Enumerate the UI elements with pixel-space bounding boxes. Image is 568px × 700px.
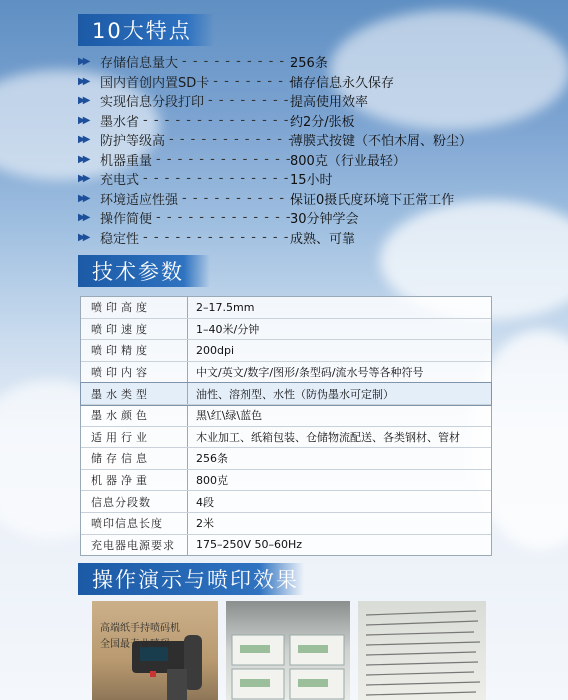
- demo-photo-boxes: [226, 601, 350, 700]
- feature-dashes: - - - - - - - - - - -: [182, 190, 296, 206]
- feature-row: [78, 208, 528, 228]
- spec-key: 喷印精度: [81, 340, 188, 361]
- feature-row: [78, 169, 528, 189]
- feature-row: [78, 72, 528, 92]
- double-arrow-icon: ▶▶: [78, 134, 88, 146]
- spec-row: [81, 340, 491, 362]
- feature-row: [78, 150, 528, 170]
- spec-key: 墨水类型: [81, 383, 188, 404]
- spec-value: 175–250V 50–60Hz: [196, 538, 303, 552]
- feature-label: 充电式: [100, 173, 140, 189]
- spec-row: [81, 448, 491, 470]
- spec-key: 储存信息: [81, 448, 188, 469]
- spec-value: 256条: [196, 452, 228, 466]
- double-arrow-icon: ▶▶: [78, 192, 88, 204]
- feature-value: 储存信息永久保存: [290, 75, 395, 91]
- features-list: [78, 52, 528, 247]
- spec-row: [81, 470, 491, 492]
- spec-value: 800克: [196, 474, 228, 488]
- spec-value: 2米: [196, 517, 214, 531]
- feature-label: 稳定性: [100, 231, 140, 247]
- feature-dashes: - - - - - - - - - - - - -: [156, 210, 292, 226]
- print-sample-illustration: [358, 601, 486, 700]
- double-arrow-icon: ▶▶: [78, 56, 88, 68]
- spec-key: 喷印内容: [81, 362, 188, 383]
- feature-value: 800克（行业最轻）: [290, 153, 406, 169]
- spec-row: [81, 297, 491, 319]
- spec-key: 喷印高度: [81, 297, 188, 318]
- double-arrow-icon: ▶▶: [78, 153, 88, 165]
- printer-illustration: [92, 601, 218, 700]
- feature-value: 约2分/张板: [290, 114, 355, 130]
- spec-row: [81, 491, 491, 513]
- spec-row: [81, 535, 491, 556]
- demo-title: 操作演示与喷印效果: [92, 568, 299, 592]
- feature-value: 提高使用效率: [290, 95, 369, 111]
- feature-dashes: - - - - - - - - - - - - -: [156, 151, 292, 167]
- feature-value: 256条: [290, 56, 328, 72]
- feature-row: [78, 228, 528, 248]
- boxes-illustration: [226, 601, 350, 700]
- feature-value: 薄膜式按键（不怕木屑、粉尘）: [290, 134, 473, 150]
- spec-key: 喷印信息长度: [81, 513, 188, 534]
- spec-value: 4段: [196, 495, 214, 509]
- spec-key: 适用行业: [81, 427, 188, 448]
- feature-row: [78, 111, 528, 131]
- feature-dashes: - - - - - - - - - - -: [182, 54, 296, 70]
- demo-photos: [92, 601, 486, 700]
- spec-key: 机器净重: [81, 470, 188, 491]
- feature-label: 实现信息分段打印: [100, 95, 205, 111]
- feature-dashes: - - - - - - - -: [208, 93, 290, 109]
- spec-row: [81, 427, 491, 449]
- printed-text-line1: 高端纸手持喷码机: [100, 623, 180, 634]
- feature-label: 防护等级高: [100, 134, 166, 150]
- double-arrow-icon: ▶▶: [78, 95, 88, 107]
- features-section-title: [78, 14, 214, 46]
- feature-value: 保证0摄氏度环境下正常工作: [290, 192, 455, 208]
- spec-row: [81, 319, 491, 341]
- feature-label: 操作简便: [100, 212, 153, 228]
- feature-dashes: - - - - - - - - - - - - - -: [143, 229, 290, 245]
- spec-value: 2–17.5mm: [196, 300, 255, 314]
- printed-text-line2: 全国最专业喷码: [100, 639, 170, 650]
- feature-row: [78, 189, 528, 209]
- feature-label: 存储信息量大: [100, 56, 179, 72]
- feature-dashes: - - - - - - - - - - - -: [169, 132, 294, 148]
- spec-key: 喷印速度: [81, 319, 188, 340]
- spec-key: 墨水颜色: [81, 405, 188, 426]
- feature-label: 机器重量: [100, 153, 153, 169]
- double-arrow-icon: ▶▶: [78, 114, 88, 126]
- demo-photo-printer: [92, 601, 218, 700]
- feature-row: [78, 91, 528, 111]
- spec-row: [81, 513, 491, 535]
- double-arrow-icon: ▶▶: [78, 212, 88, 224]
- features-title: 10大特点: [92, 19, 192, 43]
- feature-dashes: - - - - - - - - - - - - - -: [143, 112, 290, 128]
- specs-table: [80, 296, 492, 556]
- spec-value: 中文/英文/数字/图形/条型码/流水号等各种符号: [196, 366, 424, 380]
- feature-dashes: - - - - - - - -: [213, 73, 295, 89]
- feature-label: 墨水省: [100, 114, 140, 130]
- spec-value: 1–40米/分钟: [196, 322, 260, 336]
- double-arrow-icon: ▶▶: [78, 173, 88, 185]
- demo-photo-print-sample: [358, 601, 486, 700]
- feature-dashes: - - - - - - - - - - - - - -: [143, 171, 290, 187]
- double-arrow-icon: ▶▶: [78, 231, 88, 243]
- spec-value: 黑\红\绿\蓝色: [196, 409, 263, 423]
- spec-row: [81, 383, 491, 405]
- feature-label: 环境适应性强: [100, 192, 179, 208]
- spec-key: 充电器电源要求: [81, 535, 188, 556]
- spec-value: 油性、溶剂型、水性（防伪墨水可定制）: [196, 387, 394, 401]
- spec-value: 木业加工、纸箱包装、仓储物流配送、各类钢材、管材: [196, 430, 460, 444]
- feature-label: 国内首创内置SD卡: [100, 75, 210, 91]
- feature-row: [78, 130, 528, 150]
- feature-row: [78, 52, 528, 72]
- feature-value: 30分钟学会: [290, 212, 359, 228]
- feature-value: 成熟、可靠: [290, 231, 356, 247]
- specs-section-title: [78, 255, 210, 287]
- spec-key: 信息分段数: [81, 491, 188, 512]
- specs-title: 技术参数: [92, 260, 184, 284]
- feature-value: 15小时: [290, 173, 333, 189]
- spec-row: [81, 362, 491, 384]
- spec-value: 200dpi: [196, 343, 235, 357]
- spec-row: [81, 405, 491, 427]
- demo-section-title: [78, 563, 304, 595]
- double-arrow-icon: ▶▶: [78, 75, 88, 87]
